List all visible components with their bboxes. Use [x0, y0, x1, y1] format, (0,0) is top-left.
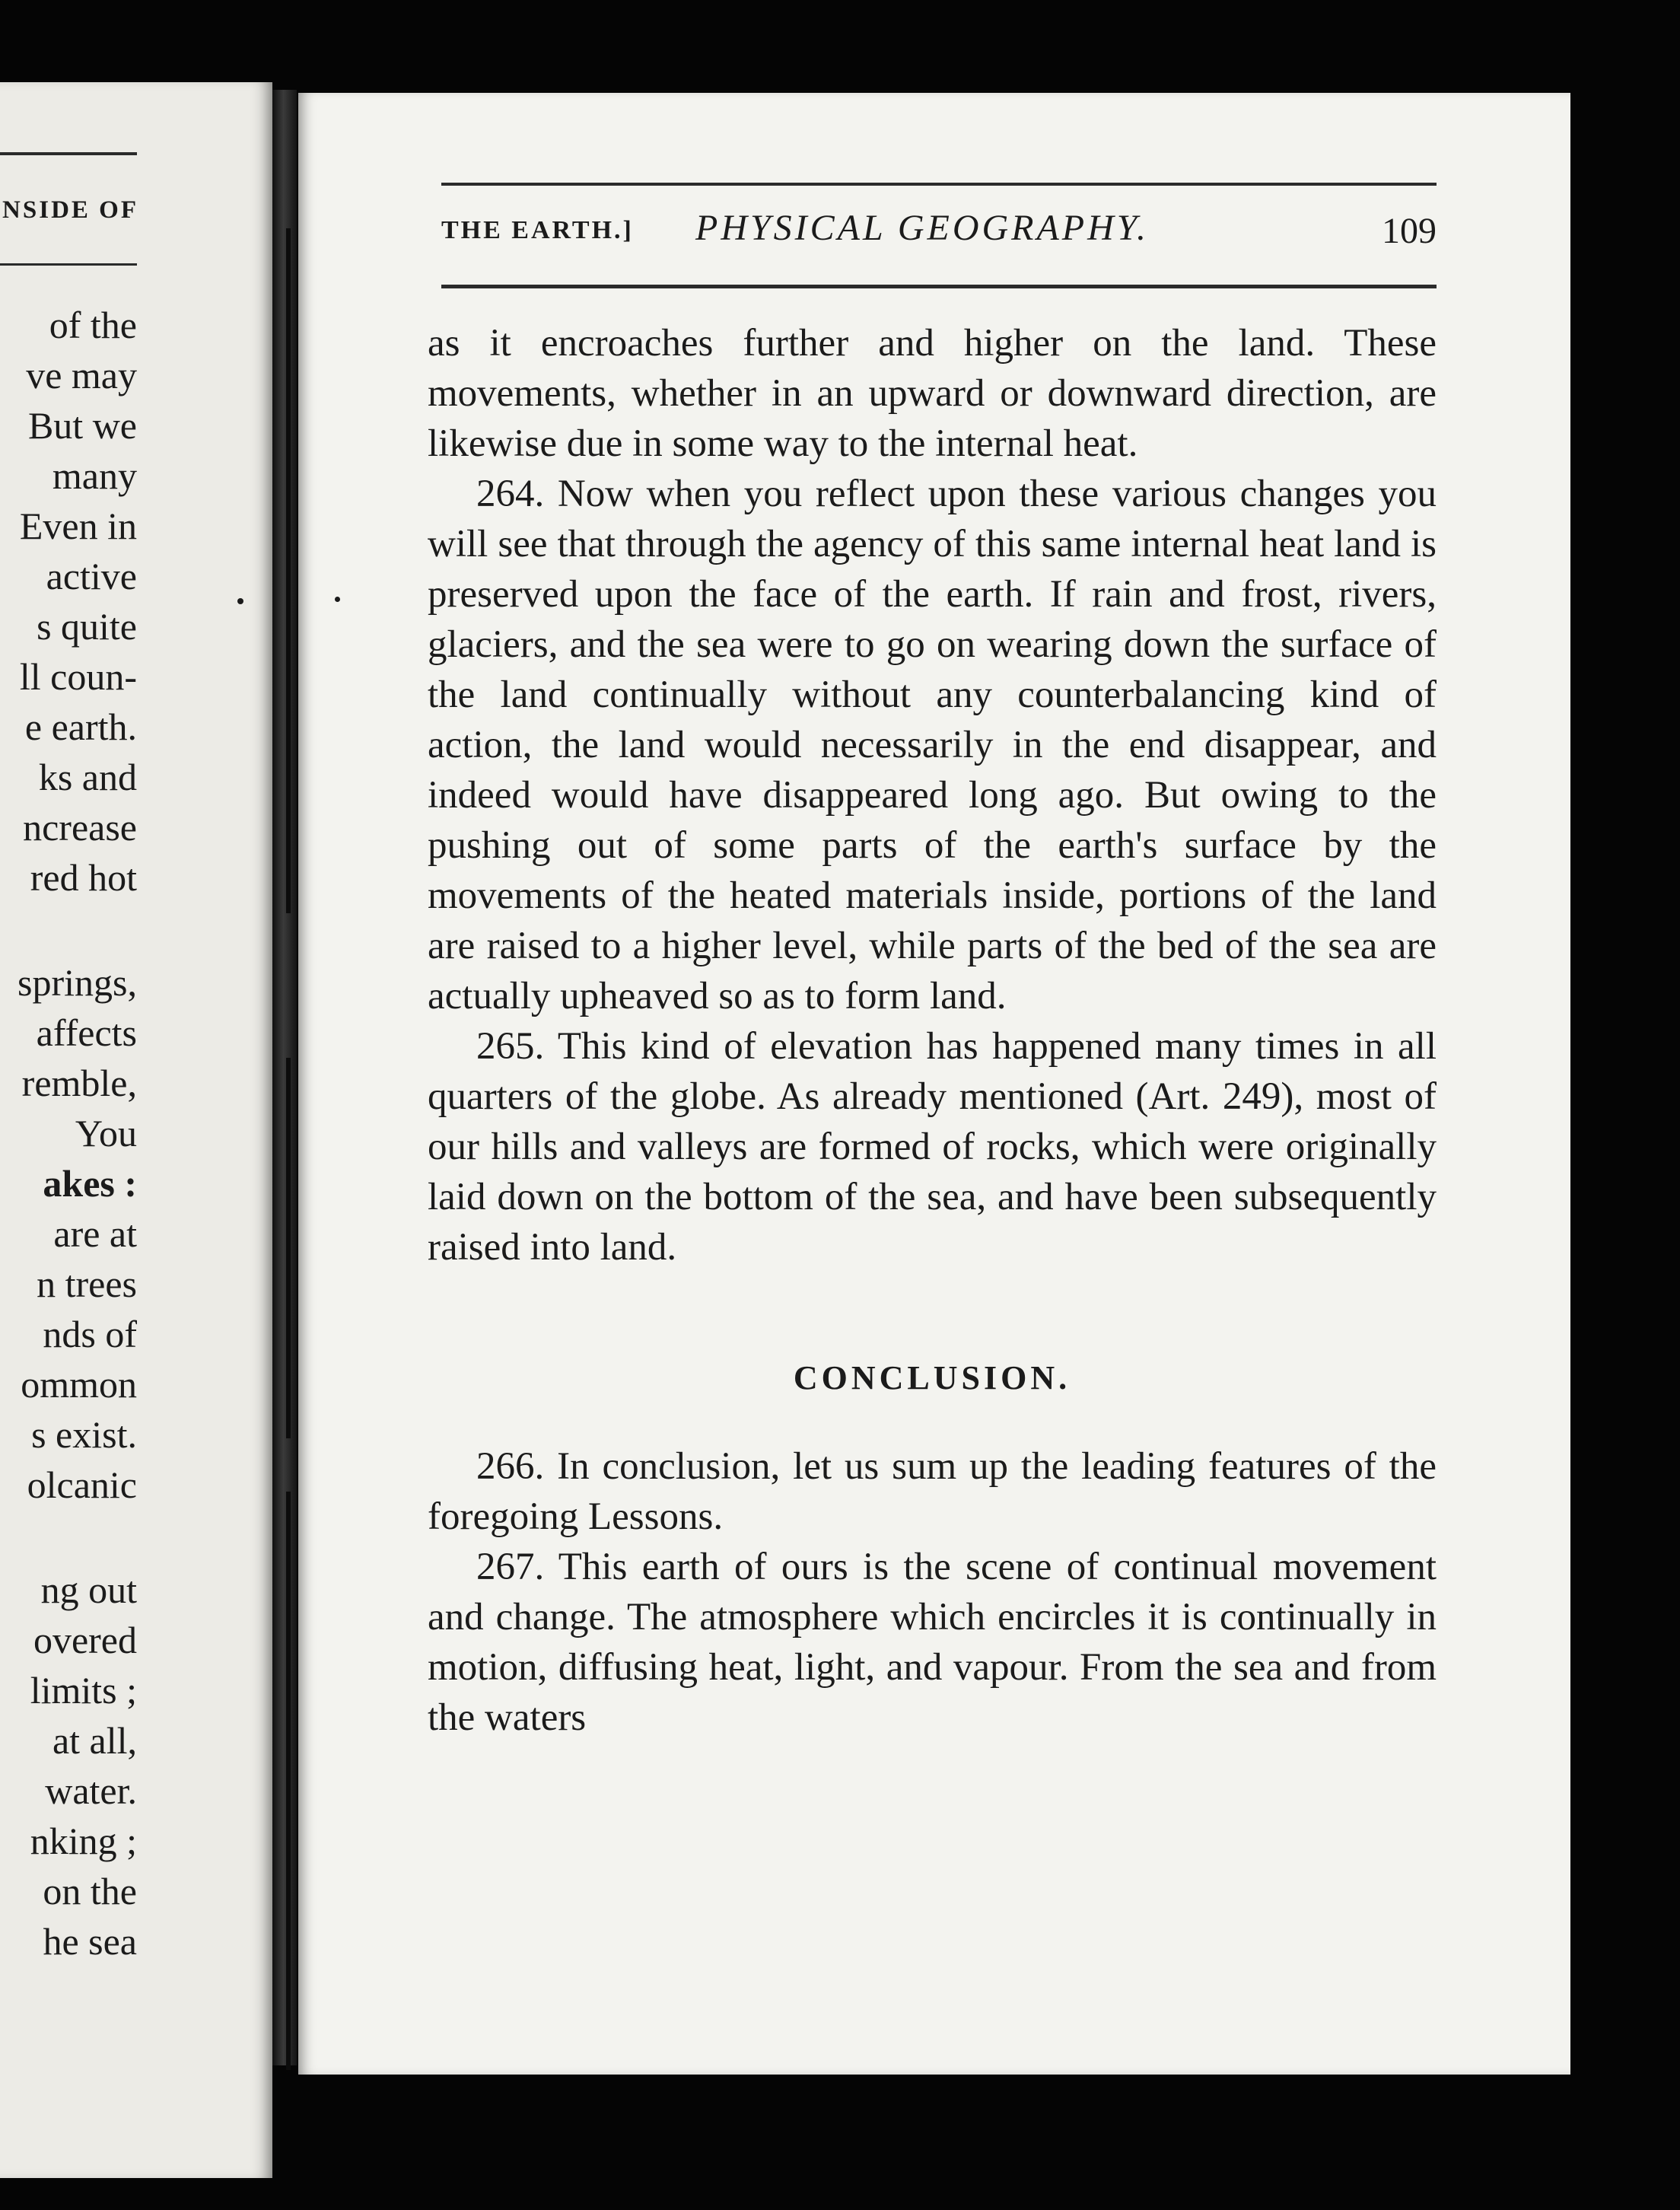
paragraph-264: 264. Now when you reflect upon these various changes you will see that through the agency of this same internal heat land is preserved upon the face of the earth. If rain and frost, rivers, glaciers, and the sea were to go on wearing down the surface of the land continually without any counterbalancing kind of action, the land would necessarily in the end disappear, and indeed would have disappeared long ago. But owing to the pushing out of some parts of the earth's surface by the movements of the heated materials inside, portions of the land are raised to a higher level, while parts of the bed of the sea are actually upheaved so as to form land. — [428, 473, 1437, 1017]
left-text-line: overed — [33, 1619, 137, 1661]
binding-thread — [286, 228, 291, 913]
left-text-line — [0, 903, 137, 957]
left-text-column — [0, 300, 137, 1966]
book-title: PHYSICAL GEOGRAPHY. — [695, 208, 1150, 248]
left-text-line: e earth. — [24, 705, 137, 748]
page-body — [428, 318, 1437, 1743]
paragraph-266: 266. In conclusion, let us sum up the leading features of the foregoing Lessons. — [428, 1445, 1437, 1538]
header-rule-bottom — [441, 285, 1437, 288]
paragraph-continued: as it encroaches further and higher on the land. These movements, whether in an upward or downward direction, are likewise due in some way to the internal heat. — [428, 322, 1437, 465]
page-header — [441, 207, 1437, 260]
left-text-line: s exist. — [31, 1413, 137, 1456]
ink-speck — [237, 598, 243, 604]
left-text-line: at all, — [52, 1719, 137, 1762]
header-rule-top — [0, 152, 137, 155]
paragraph-267: 267. This earth of ours is the scene of continual movement and change. The atmosphere which encircles it is continually in motion, diffusing heat, light, and vapour. From the sea and from the waters — [428, 1546, 1437, 1739]
left-text-line: ng out — [40, 1568, 137, 1611]
left-text-line: ve may — [26, 354, 137, 396]
left-text-line: he sea — [43, 1920, 137, 1963]
running-head: THE EARTH.] — [441, 216, 634, 244]
left-text-line: n trees — [37, 1263, 137, 1305]
left-text-line: ll coun- — [19, 655, 137, 698]
left-text-line: many — [52, 454, 137, 497]
left-text-line: active — [46, 555, 137, 597]
header-rule-bottom — [0, 263, 137, 266]
left-text-line — [0, 1510, 137, 1565]
left-text-line: Even in — [19, 505, 137, 547]
left-text-line: ncrease — [23, 806, 137, 849]
paragraph-265: 265. This kind of elevation has happened many times in all quarters of the globe. As already mentioned (Art. 249), most of our hills and valleys are formed of rocks, which were originally laid down on the bottom of the sea, and have been subsequently raised into land. — [428, 1025, 1437, 1269]
book-gutter — [272, 90, 297, 2065]
left-text-line: You — [75, 1112, 137, 1154]
binding-thread — [286, 1058, 291, 1438]
left-text-line: limits ; — [30, 1669, 137, 1712]
left-running-head: NSIDE OF — [2, 196, 138, 224]
left-text-line: akes : — [43, 1162, 137, 1205]
left-text-line: water. — [45, 1769, 137, 1812]
left-text-line: are at — [53, 1212, 137, 1255]
left-text-line: springs, — [18, 961, 137, 1004]
previous-page-fragment — [0, 82, 272, 2178]
left-text-line: nking ; — [30, 1820, 137, 1862]
left-text-line: s quite — [37, 605, 137, 648]
left-text-line: red hot — [30, 856, 137, 899]
book-page — [298, 93, 1570, 2075]
left-text-line: ommon — [21, 1363, 137, 1406]
left-text-line: But we — [27, 404, 137, 447]
left-text-line: on the — [43, 1870, 137, 1912]
binding-thread — [286, 1492, 291, 2070]
section-heading: CONCLUSION. — [793, 1359, 1071, 1396]
left-text-line: nds of — [43, 1313, 137, 1355]
header-rule-top — [441, 183, 1437, 186]
left-text-line: ks and — [38, 756, 137, 798]
page-number: 109 — [1382, 211, 1437, 251]
left-text-line: olcanic — [27, 1463, 137, 1506]
left-text-line: of the — [49, 304, 137, 346]
left-text-line: remble, — [21, 1062, 137, 1104]
ink-speck — [335, 597, 340, 602]
left-text-line: affects — [36, 1011, 137, 1054]
